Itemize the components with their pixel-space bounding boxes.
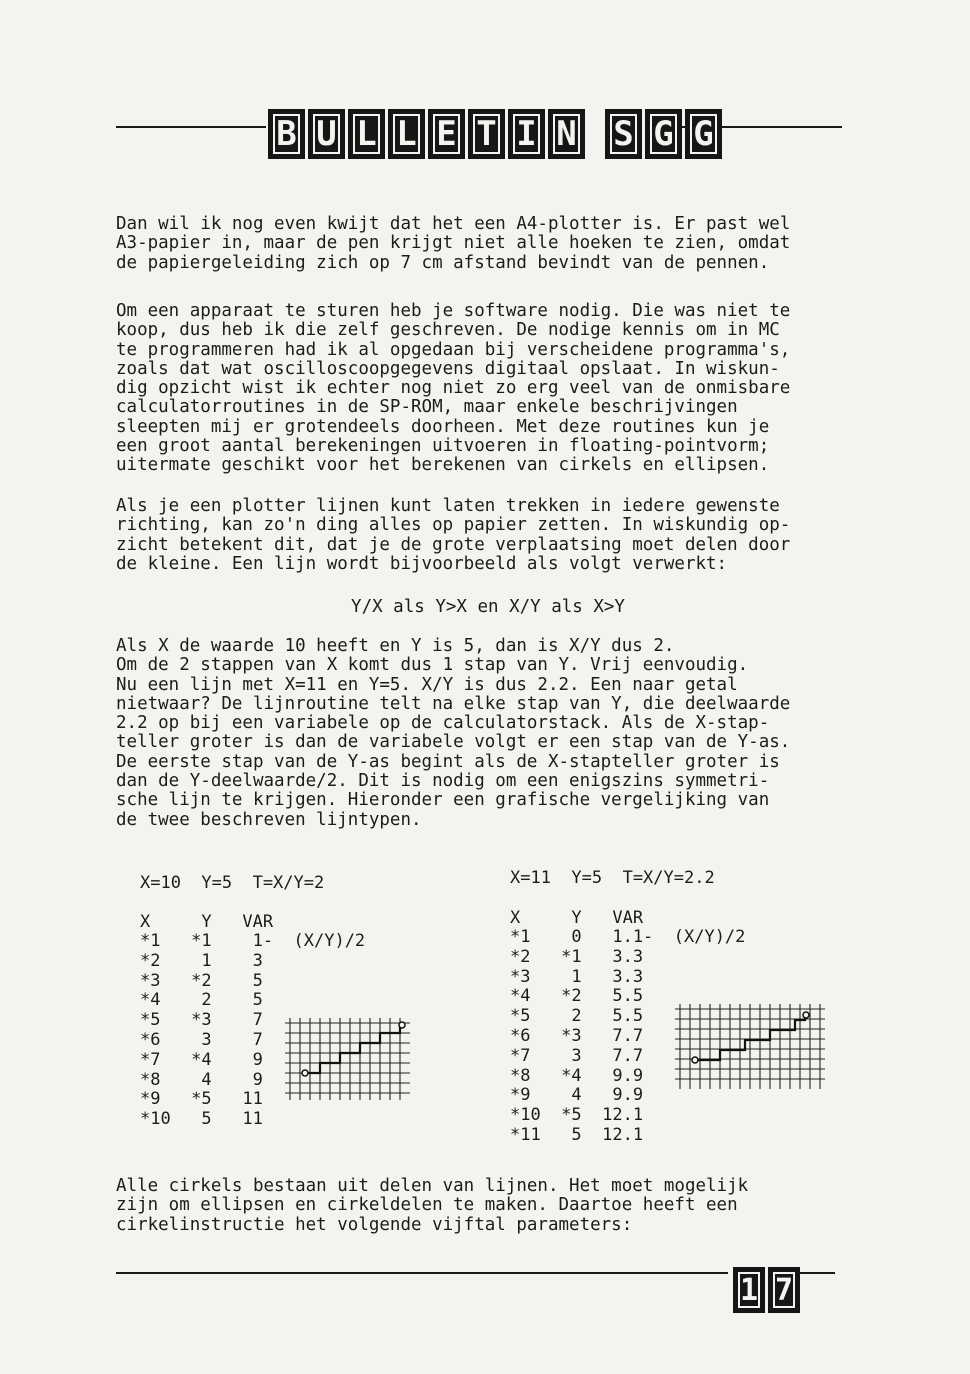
masthead-letter: L (388, 109, 425, 159)
table-row: *3 1 3.3 (510, 966, 644, 987)
table-row: *5 *3 7 (140, 1010, 263, 1031)
table-row: *6 3 7 (140, 1029, 263, 1050)
masthead-letter: S (605, 109, 642, 159)
table-left-columns: X Y VAR (140, 912, 274, 932)
table-row: *7 *4 9 (140, 1049, 263, 1070)
page-number (733, 1267, 800, 1313)
table-row: *3 *2 5 (140, 970, 263, 991)
table-row: *10 *5 12.1 (510, 1105, 644, 1126)
table-row: *5 2 5.5 (510, 1006, 644, 1027)
table-row: *6 *3 7.7 (510, 1025, 644, 1046)
page-digit: 7 (768, 1267, 800, 1313)
masthead-letter: I (508, 109, 545, 159)
masthead-letter: L (348, 109, 385, 159)
masthead-letter: G (685, 109, 722, 159)
formula-line: Y/X als Y>X en X/Y als X>Y (351, 597, 625, 617)
paragraph-software: Om een apparaat te sturen heb je software nodig. Die was niet te koop, dus heb ik die zelf geschreven. De nodige kennis om in MC te programmeren had ik al opgedaan bij verscheidene programma's, zoals dat wat oscilloscoopgegevens digitaal opslaat. In wiskun- dig opzicht wist ik echter nog niet zo erg veel van de onmisbare calculatorroutines in de SP-ROM, maar enkele beschrijvingen sleepten mij er grotendeels doorheen. Met deze routines kun je een groot aantal berekeningen uitvoeren in floating-pointvorm; uitermate geschikt voor het berekenen van cirkels en ellipsen. (116, 301, 791, 476)
masthead-bulletin-sgg (268, 109, 722, 159)
step-graph-left (285, 1018, 415, 1103)
table-row: *4 2 5 (140, 990, 263, 1011)
table-right-heading: X=11 Y=5 T=X/Y=2.2 (510, 868, 715, 888)
table-row: *4 *2 5.5 (510, 986, 644, 1007)
masthead-spacer (588, 109, 602, 155)
table-row: *2 *1 3.3 (510, 946, 644, 967)
footer-rule-right (795, 1272, 835, 1274)
table-row: *11 5 12.1 (510, 1124, 644, 1145)
table-row: *9 4 9.9 (510, 1085, 644, 1106)
table-row: *2 1 3 (140, 950, 263, 971)
table-row: *10 5 11 (140, 1109, 263, 1130)
footer-rule (116, 1272, 728, 1274)
table-row: *1 0 1.1- (X/Y)/2 (510, 927, 746, 947)
table-right-columns: X Y VAR (510, 908, 644, 928)
page-digit: 1 (733, 1267, 765, 1313)
masthead-letter: B (268, 109, 305, 159)
paragraph-a4-plotter: Dan wil ik nog even kwijt dat het een A4-plotter is. Er past wel A3-papier in, maar de pen krijgt niet alle hoeken te zien, omdat de papiergeleiding zich op 7 cm afstand bevindt van de pennen. (116, 214, 791, 273)
table-left-heading: X=10 Y=5 T=X/Y=2 (140, 873, 325, 893)
paragraph-line-routine: Als X de waarde 10 heeft en Y is 5, dan is X/Y dus 2. Om de 2 stappen van X komt dus 1 stap van Y. Vrij eenvoudig. Nu een lijn met X=11 en Y=5. X/Y is dus 2.2. Een naar getal nietwaar? De lijnroutine telt na elke stap van Y, die deelwaarde 2.2 op bij een variabele op de calculatorstack. Als de X-stap- teller groter is dan de variabele volgt er een stap van de Y-as. De eerste stap van de Y-as begint als de X-stapteller groter is dan de Y-deelwaarde/2. Dit is nodig om een enigszins symmetri- sche lijn te krijgen. Hieronder een grafische vergelijking van de twee beschreven lijntypen. (116, 636, 791, 830)
table-row: *8 *4 9.9 (510, 1065, 644, 1086)
paragraph-circles: Alle cirkels bestaan uit delen van lijnen. Het moet mogelijk zijn om ellipsen en cirkeldelen te maken. Daartoe heeft een cirkelinstructie het volgende vijftal parameters: (116, 1176, 749, 1235)
table-row: *9 *5 11 (140, 1089, 263, 1110)
masthead-letter: E (428, 109, 465, 159)
table-row: *7 3 7.7 (510, 1045, 644, 1066)
masthead-letter: T (468, 109, 505, 159)
header-rule-left (116, 126, 266, 128)
paragraph-plotter-lines: Als je een plotter lijnen kunt laten trekken in iedere gewenste richting, kan zo'n ding alles op papier zetten. In wiskundig op- zicht betekent dit, dat je de grote verplaatsing moet delen door de kleine. Een lijn wordt bijvoorbeeld als volgt verwerkt: (116, 496, 791, 574)
masthead-letter: U (308, 109, 345, 159)
table-row: *8 4 9 (140, 1069, 263, 1090)
step-graph-right (675, 1004, 830, 1094)
masthead-letter: G (645, 109, 682, 159)
table-row: *1 *1 1- (X/Y)/2 (140, 931, 366, 951)
masthead-letter: N (548, 109, 585, 159)
